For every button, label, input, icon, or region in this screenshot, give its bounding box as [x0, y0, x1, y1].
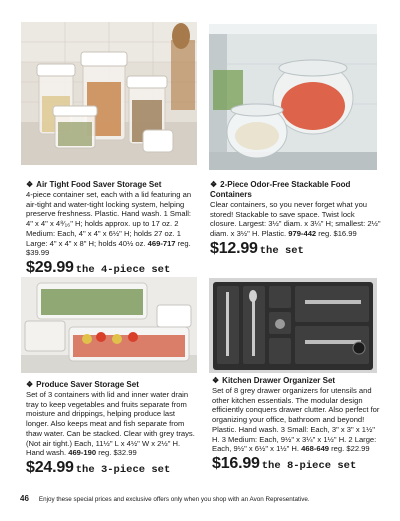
diamond-bullet-icon: ❖ — [26, 180, 34, 189]
price-row — [212, 455, 384, 473]
price-label: the 8-piece set — [261, 459, 357, 472]
product-produce-saver — [26, 380, 198, 477]
product-code: 468-649 — [301, 444, 330, 454]
reg-prefix: reg. — [331, 444, 345, 454]
regular-price: $39.99 — [26, 248, 50, 258]
produce-saver-image — [21, 277, 197, 373]
regular-price: $22.99 — [346, 444, 370, 454]
food-saver-image — [21, 22, 197, 165]
price-label: the 3-piece set — [75, 463, 171, 476]
reg-prefix: reg. — [177, 238, 191, 248]
product-drawer-organizer — [212, 376, 384, 473]
product-photo-produce-saver — [21, 277, 197, 373]
product-code: 469-190 — [68, 448, 97, 458]
regular-price: $32.99 — [113, 448, 137, 458]
product-title: ❖ 2-Piece Odor-Free Stackable Food Containers — [210, 180, 351, 199]
diamond-bullet-icon: ❖ — [212, 376, 220, 385]
product-title: ❖ Air Tight Food Saver Storage Set — [26, 180, 162, 189]
price-row — [26, 459, 198, 477]
stackable-containers-image — [209, 24, 377, 170]
product-code: 979-442 — [288, 229, 317, 239]
footer-text: Enjoy these special prices and exclusive offers only when you shop with an Avon Representative. — [38, 496, 310, 503]
price-row — [210, 240, 382, 258]
product-food-saver — [26, 180, 198, 277]
sale-price: $12.99 — [210, 239, 258, 257]
product-description: Set of 3 containers with lid and inner water drain tray to keep vegetables and fruits separate from moisture and drippings, helping produce last longer. Also keeps meat and fish separate from thaw water. Can be stacked. Clear with grey trays. (Not air tight.) Each, 11½" L x 4½" W x 2½" H. Hand wash. 469-190 reg. $32.99 — [26, 390, 195, 458]
reg-prefix: reg. — [98, 448, 112, 458]
product-photo-stackable-containers — [209, 24, 377, 170]
price-row — [26, 259, 198, 277]
product-stackable-containers — [210, 180, 382, 258]
product-photo-food-saver — [21, 22, 197, 165]
diamond-bullet-icon: ❖ — [210, 180, 218, 189]
product-description: 4-piece container set, each with a lid featuring an air-tight and water-tight locking system, helping preserve freshness. Plastic. Hand wash. 1 Small: 4" x 4" x 4⁸⁄₁₆" H; holds approx. up to 17 oz. 2 Medium: Each, 4" x 4" x 6½" H; holds 27 oz. 1 Large: 4" x 4" x 8" H; holds 40½ oz. 469-717 reg. $39.99 — [26, 190, 192, 258]
sale-price: $16.99 — [212, 454, 260, 472]
product-description: Set of 8 grey drawer organizers for utensils and other kitchen essentials. The modular design efficiently conquers drawer clutter. Also perfect for organizing your office, bathroom and beyond! Plastic. Hand wash. 3 Small: Each, 3" x 3" x 1½" H. 3 Medium: Each, 9½" x 3¼" x 1½" H. 2 Large: Each, 9½" x 6½" x 1½" H. 468-649 reg. $22.99 — [212, 386, 380, 454]
product-description: Clear containers, so you never forget what you stored! Stackable to save space. Twist lock closure. Largest: 3½" diam. x 3¼" H; smallest: 2½" diam. x 3½" H. Plastic. 979-442 reg. $16.99 — [210, 200, 381, 239]
sale-price: $24.99 — [26, 458, 74, 476]
product-code: 469-717 — [147, 238, 176, 248]
page-footer — [20, 494, 390, 503]
product-title: ❖ Kitchen Drawer Organizer Set — [212, 376, 336, 385]
reg-prefix: reg. — [318, 229, 332, 239]
page-number: 46 — [20, 494, 29, 503]
diamond-bullet-icon: ❖ — [26, 380, 34, 389]
price-label: the set — [259, 244, 304, 257]
product-photo-drawer-organizer — [209, 278, 377, 373]
price-label: the 4-piece set — [75, 263, 171, 276]
sale-price: $29.99 — [26, 258, 74, 276]
drawer-organizer-image — [209, 278, 377, 373]
regular-price: $16.99 — [333, 229, 357, 239]
product-title: ❖ Produce Saver Storage Set — [26, 380, 139, 389]
